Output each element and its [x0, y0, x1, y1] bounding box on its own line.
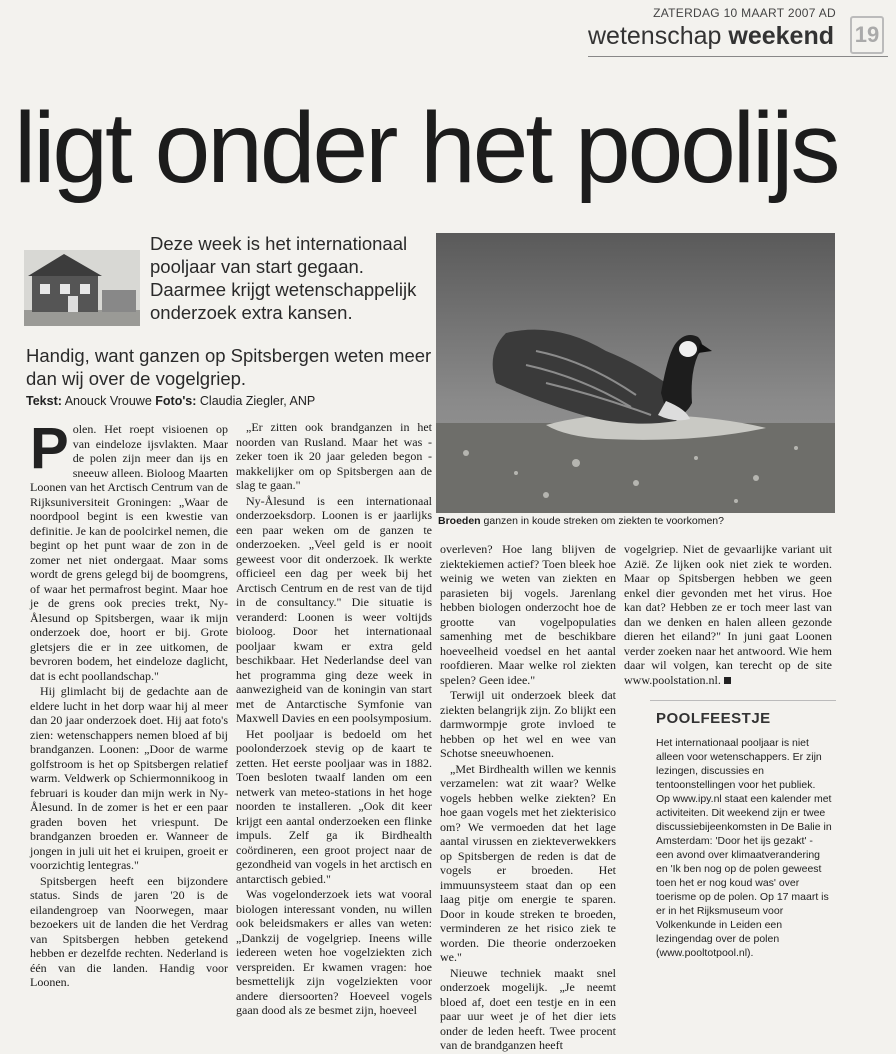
article-column-4	[624, 542, 832, 688]
article-paragraph: Spitsbergen heeft een bijzondere status. Sinds de jaren '20 is de eilandengroep van Noorwegen, maar bezoekers uit de landen die het Verdrag van Spitsbergen hebben getekend hebben er dezelfde rechten. Nederland is één van die landen. Handig voor Loonen.	[30, 873, 228, 989]
photo-caption-text: ganzen in koude streken om ziekten te voorkomen?	[483, 515, 724, 527]
section-title-bold: weekend	[728, 22, 834, 50]
article-paragraph: Ny-Ålesund is een internationaal onderzoeksdorp. Loonen is er jaarlijks een paar weken om de ganzen te onderzoeken. „Veel geld is er nooit geweest voor dit onderzoek. Ik werkte officieel een dag per week bij het Arctisch Centrum en de rest van de tijd in de consultancy." Die situatie is veranderd: Loonen is weer voltijds bioloog. Door het internationaal pooljaar kwam er extra geld beschikbaar. Het Nederlandse deel van het programma ging deze week in aanwezigheid van de koningin van start met de Antarctische Symfonie van Maxwell Davies en een poolsymposium.	[236, 493, 432, 725]
article-paragraph: Was vogelonderzoek iets wat vooral biologen interessant vonden, nu willen ook beleidsmakers er alles van weten: „Dankzij de vogelgriep. Ineens wille iedereen weten hoe vogelziekten zich verspreiden. Er kwamen vragen: hoe besmettelijk zijn vogelziekten voor andere diersoorten? Hoeveel vogels gaan dood als ze besmet zijn, hoeveel	[236, 887, 432, 1017]
end-of-article-icon	[724, 677, 731, 684]
photo-caption-bold: Broeden	[438, 515, 481, 527]
sidebar-text: Het internationaal pooljaar is niet alleen voor wetenschappers. Er zijn lezingen, discussies en tentoonstellingen voor het publiek. Op www.ipy.nl staat een kalender met activiteiten. Dit weekend zijn er twee discussiebijeenkomsten in De Balie in Amsterdam: 'Door het ijs gezakt' - een avond over klimaatverandering en 'Ik ben nog op de polen geweest toen het er nog koud was' over toerisme op de polen. Op 17 maart is er in het Rijksmuseum voor Volkenkunde in Leiden een lezingendag over de polen (www.pooltotpool.nl).	[656, 737, 832, 959]
article-paragraph: Nieuwe techniek maakt snel onderzoek mogelijk. „Je neemt bloed af, doet een testje en in een paar uur weet je of het dier iets onder de leden heeft. Twee procent van de brandganzen heeft	[440, 965, 616, 1052]
goose-photo	[436, 233, 835, 513]
byline-photo-label: Foto's:	[155, 394, 197, 408]
article-paragraph: Terwijl uit onderzoek bleek dat ziekten belangrijk zijn. Zo blijkt een darmwormpje grote invloed te hebben op het wel en wee van Schotse sneeuwhoenen.	[440, 688, 616, 760]
article-paragraph: overleven? Hoe lang blijven de ziektekiemen actief? Toen bleek hoe weinig we weten van ziekten en parasieten bij vogels. Jarenlang hebben biologen onderzocht hoe de grootte van vogelpopulaties samenhing met de beschikbare hoeveelheid voedsel en het aantal roofdieren. Maar welke rol ziekten spelen? Geen idee."	[440, 542, 616, 687]
section-title	[588, 22, 834, 51]
paragraph-text: vogelgriep. Niet de gevaarlijke variant uit Azië. Ze lijken ook niet ziek te worden. Maar op Spitsbergen hebben we geen enkel dier gevonden met het virus. Hoe kan dat? Hebben ze er toch meer last van dan we denken en halen alleen gezonde dieren het eiland?" In juni gaat Loonen verder zoeken naar het antwoord. Wie hem daar wil volgen, kan terecht op de site www.poolstation.nl.	[624, 542, 832, 687]
byline-photographers: Claudia Ziegler, ANP	[199, 394, 316, 408]
article-paragraph	[624, 542, 832, 687]
article-column-2	[236, 420, 432, 1019]
article-column-1	[30, 416, 228, 991]
article-paragraph: Hij glimlacht bij de gedachte aan de eldere lucht in het dorp waar hij al meer dan 20 jaar onderzoek doet. Hij aat foto's zien: wetenschappers nemen bloed af bij brandganzen. Loonen: „Door de warme golfstroom is het op Spitsbergen relatief warm. Veldwerk op Schiermonnikoog in februari is kouder dan mijn werk in Ny-Ålesund. In de zomer is het er een paar graden boven het vriespunt. De brandganzen broeden er. Wanneer de jongen in juli uit het ei kruipen, groeit er voorzichtig lentegras."	[30, 684, 228, 872]
intro-lead: Deze week is het internationaal pooljaar van start gegaan. Daarmee krijgt wetenschappelijk onderzoek extra kansen.	[150, 233, 417, 323]
byline	[26, 394, 315, 408]
photo-caption	[438, 515, 838, 527]
article-paragraph	[30, 416, 228, 683]
paragraph-text: olen. Het roept visioenen op van eindeloze ijsvlakten. Maar de polen zijn meer dan ijs en sneeuw alleen. Bioloog Maarten Loonen van het Arctisch Centrum van de Rijksuniversiteit Groningen: „Waar de noordpool begint is een kwestie van definitie. Je kan de poolcirkel nemen, die begint op het punt waar de zon in de zomer net niet ondergaat. Maar soms wordt de grens gelegd bij de boomgrens, of waar het permafrost begint. Maar hoe je de grens ook precies trekt, Ny-Ålesund op Spitsbergen, waar ik mijn onderzoek doe, hoort er bij. Grote gletsjers die er in zee uitkomen, de bevroren bodem, het eindeloze daglicht, dat is echt poollandschap."	[30, 422, 228, 683]
article-paragraph: „Er zitten ook brandganzen in het noorden van Rusland. Maar het was - zeker toen ik 20 jaar geleden begon - makkelijker om op Spitsbergen aan de slag te gaan."	[236, 420, 432, 492]
article-column-3	[440, 542, 616, 1054]
issue-date: ZATERDAG 10 MAART 2007 AD	[653, 6, 836, 20]
article-paragraph: „Met Birdhealth willen we kennis verzamelen: wat zit waar? Welke vogels hebben welke ziekten? En hoe gaan vogels met het ziekterisico om? We vermoeden dat het lage aantal virussen en ziekteverwekkers op Spitsbergen de reden is dat de vogels er broeden. Het immuunsysteem staat dan op een laag pitje om energie te sparen. Door in koude streken te broeden, verminderen ze het risico ziek te worden. Die theorie onderzoeken we."	[440, 761, 616, 964]
sidebar-divider	[650, 700, 836, 701]
byline-text-label: Tekst:	[26, 394, 62, 408]
masthead-divider	[588, 56, 888, 57]
page-number: 19	[850, 16, 884, 54]
byline-author: Anouck Vrouwe	[64, 394, 152, 408]
house-photo	[24, 250, 140, 326]
headline: ligt onder het poolijs	[14, 92, 838, 204]
section-title-plain: wetenschap	[588, 22, 722, 50]
sidebar-heading: POOLFEESTJE	[656, 710, 771, 727]
article-paragraph: Het pooljaar is bedoeld om het poolonderzoek stevig op de kaart te zetten. Het eerste pooljaar was in 1882. Toen besloten twaalf landen om een netwerk van meteo-stations in het hoge noorden te installeren. „Ook dit keer krijgt een aantal onderzoeken een flinke impuls. Zelf ga ik Birdhealth coördineren, een groot project naar de gezondheid van vogels in het arctisch en antarctisch gebied."	[236, 726, 432, 886]
drop-cap: P	[30, 416, 69, 481]
intro-continuation: Handig, want ganzen op Spitsbergen weten meer dan wij over de vogelgriep.	[26, 345, 432, 389]
